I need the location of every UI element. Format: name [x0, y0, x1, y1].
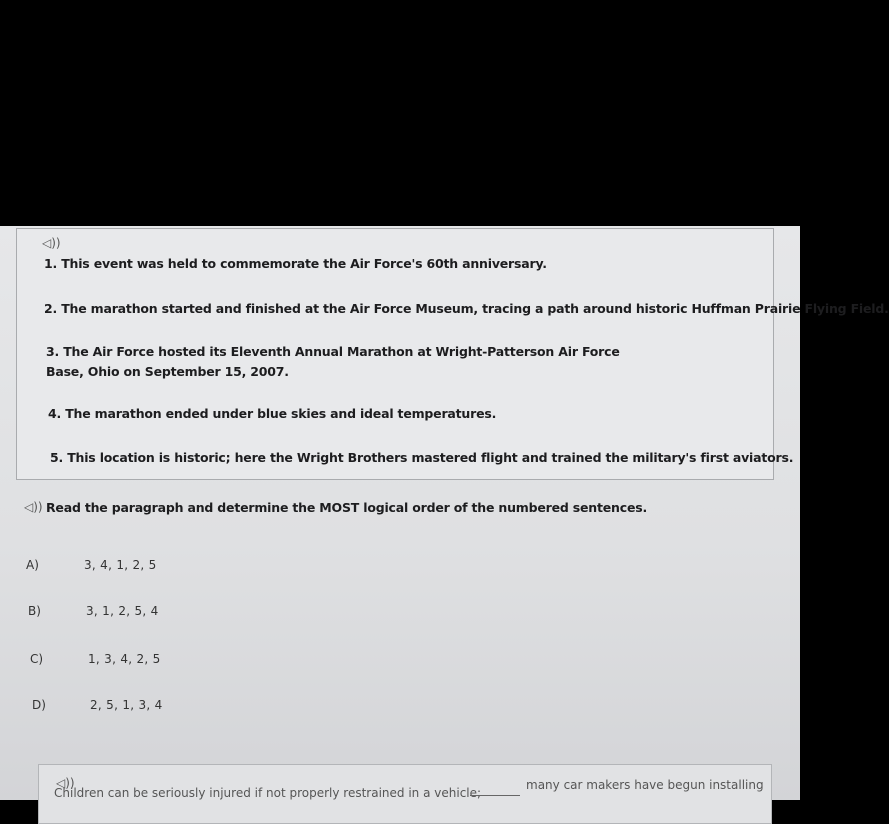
sentence-2: 2. The marathon started and finished at the Air Force Museum, tracing a path around historic Huffman Prairie Flying Field. [44, 301, 889, 316]
speaker-icon[interactable]: ◁)) [24, 500, 43, 514]
sentence-5: 5. This location is historic; here the Wright Brothers mastered flight and trained the military's first aviators. [50, 450, 794, 465]
option-letter: A) [26, 558, 39, 572]
option-d[interactable] [0, 688, 800, 728]
option-value: 3, 1, 2, 5, 4 [86, 604, 159, 618]
option-letter: B) [28, 604, 41, 618]
sentence-1: 1. This event was held to commemorate the Air Force's 60th anniversary. [44, 256, 547, 271]
next-question-text-right: many car makers have begun installing [526, 778, 764, 792]
speaker-icon[interactable]: ◁)) [42, 236, 61, 250]
question-prompt: Read the paragraph and determine the MOST logical order of the numbered sentences. [46, 500, 648, 515]
sentence-3-line-1: 3. The Air Force hosted its Eleventh Annual Marathon at Wright-Patterson Air Force [46, 344, 620, 359]
option-b[interactable] [0, 594, 800, 634]
next-question-text-left: Children can be seriously injured if not properly restrained in a vehicle; [54, 786, 482, 800]
option-a[interactable] [0, 548, 800, 588]
sentence-4: 4. The marathon ended under blue skies and ideal temperatures. [48, 406, 497, 421]
speaker-icon[interactable]: ◁)) [56, 776, 75, 790]
option-letter: C) [30, 652, 44, 666]
option-letter: D) [32, 698, 46, 712]
option-value: 3, 4, 1, 2, 5 [84, 558, 157, 572]
answer-blank[interactable] [470, 795, 520, 796]
option-c[interactable] [0, 642, 800, 682]
sentence-3-line-2: Base, Ohio on September 15, 2007. [46, 364, 289, 379]
option-value: 2, 5, 1, 3, 4 [90, 698, 163, 712]
option-value: 1, 3, 4, 2, 5 [88, 652, 161, 666]
